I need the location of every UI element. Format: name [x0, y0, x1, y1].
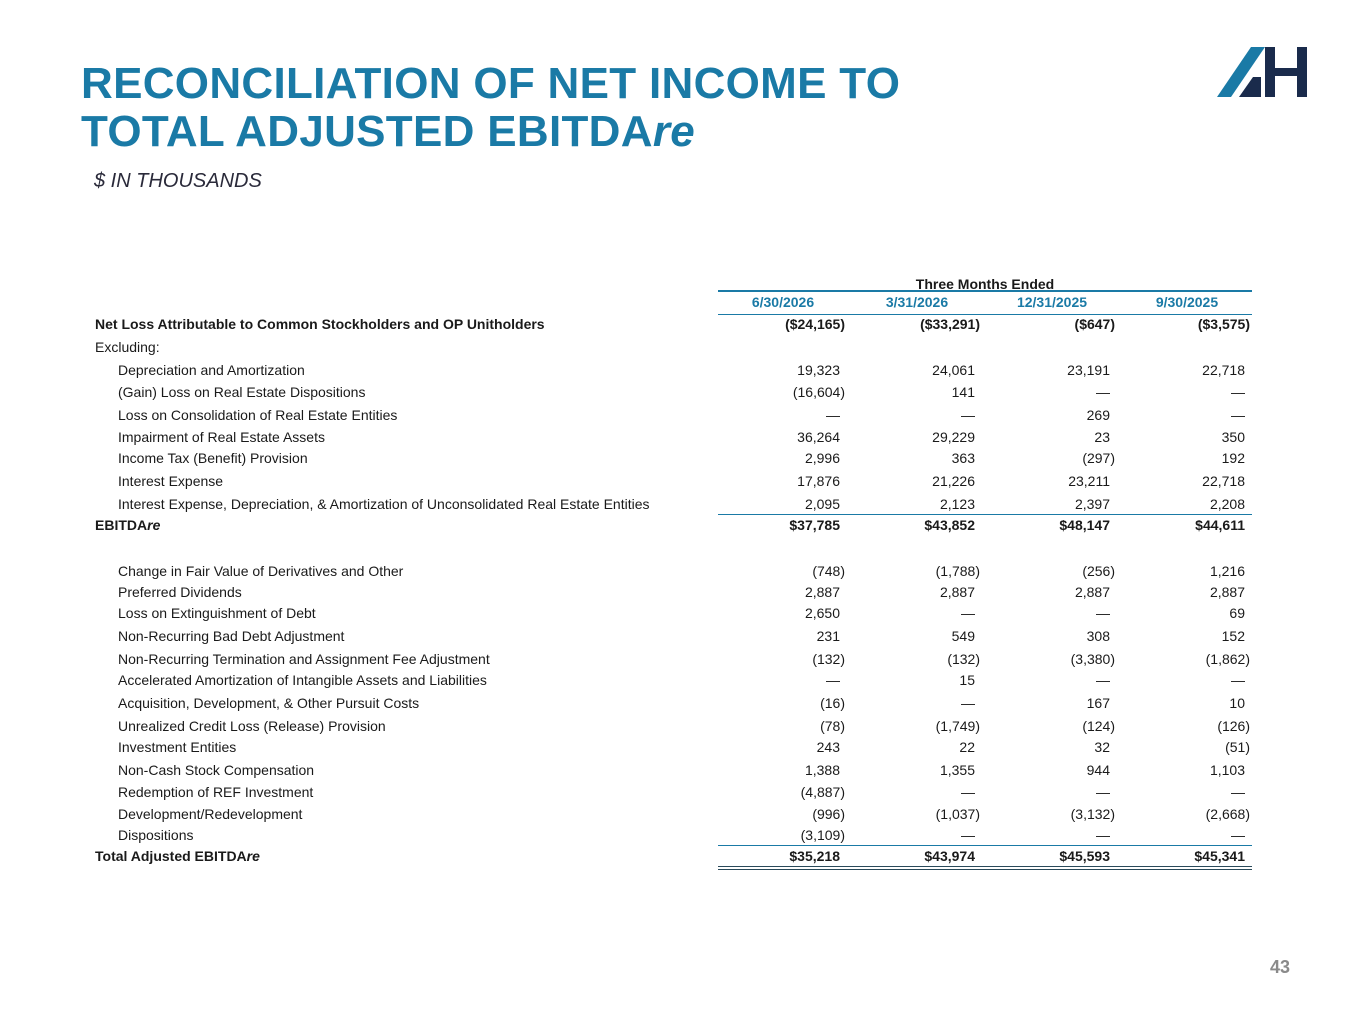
table-row: [0, 450, 1365, 470]
cell-value: 549: [951, 628, 975, 644]
table-row: [0, 762, 1365, 782]
cell-value: 363: [951, 450, 975, 466]
table-row: [0, 827, 1365, 847]
ah-logo-icon: [1217, 47, 1311, 97]
row-label: Preferred Dividends: [118, 584, 242, 600]
cell-value: —: [1231, 407, 1245, 423]
table-row: [0, 605, 1365, 625]
cell-value: —: [1231, 384, 1245, 400]
table-row: [0, 695, 1365, 715]
cell-value: 69: [1229, 605, 1245, 621]
table-row: [0, 718, 1365, 738]
cell-value: 19,323: [797, 362, 840, 378]
column-header: 12/31/2025: [1016, 294, 1088, 310]
cell-value: 231: [816, 628, 840, 644]
cell-value: —: [961, 784, 975, 800]
cell-value: —: [961, 605, 975, 621]
cell-value: 308: [1086, 628, 1110, 644]
cell-value: $43,852: [924, 517, 975, 533]
cell-value: 32: [1094, 739, 1110, 755]
cell-value: —: [1096, 784, 1110, 800]
cell-value: ($33,291): [920, 316, 980, 332]
cell-value: ($3,575): [1197, 316, 1250, 332]
row-label: Non-Recurring Bad Debt Adjustment: [118, 628, 345, 644]
row-label: Unrealized Credit Loss (Release) Provision: [118, 718, 386, 734]
table-row: [0, 429, 1365, 449]
cell-value: (124): [1082, 718, 1115, 734]
table-rule: [718, 845, 1252, 846]
cell-value: —: [961, 827, 975, 843]
cell-value: ($647): [1074, 316, 1115, 332]
cell-value: (16): [820, 695, 845, 711]
cell-value: $44,611: [1195, 517, 1245, 533]
column-header: 9/30/2025: [1155, 294, 1219, 310]
title-line-2-prefix: TOTAL ADJUSTED EBITDA: [81, 107, 653, 156]
cell-value: 1,388: [804, 762, 840, 778]
cell-value: 15: [959, 672, 975, 688]
cell-value: (3,132): [1070, 806, 1115, 822]
cell-value: 24,061: [932, 362, 975, 378]
row-label: [95, 517, 160, 533]
cell-value: 23,191: [1067, 362, 1110, 378]
cell-value: 2,887: [939, 584, 975, 600]
cell-value: $43,974: [924, 848, 975, 864]
cell-value: 1,355: [939, 762, 975, 778]
cell-value: 192: [1221, 450, 1245, 466]
table-row: [0, 651, 1365, 671]
cell-value: 21,226: [932, 473, 975, 489]
page-title: [81, 60, 900, 156]
cell-value: (256): [1082, 563, 1115, 579]
cell-value: (1,037): [935, 806, 980, 822]
cell-value: 2,397: [1074, 496, 1110, 512]
row-label: Loss on Consolidation of Real Estate Entities: [118, 407, 398, 423]
table-row: [0, 784, 1365, 804]
cell-value: 2,887: [1074, 584, 1110, 600]
table-row: [0, 806, 1365, 826]
cell-value: 2,095: [804, 496, 840, 512]
table-row: [0, 848, 1365, 868]
row-label: Investment Entities: [118, 739, 237, 755]
cell-value: —: [961, 407, 975, 423]
table-row: [0, 739, 1365, 759]
units-subtitle: $ IN THOUSANDS: [94, 170, 262, 192]
row-label: Acquisition, Development, & Other Pursuit Costs: [118, 695, 420, 711]
cell-value: ($24,165): [785, 316, 845, 332]
row-label-prefix: EBITDA: [95, 517, 148, 533]
column-header: 3/31/2026: [885, 294, 949, 310]
column-header: 6/30/2026: [751, 294, 815, 310]
cell-value: 1,216: [1209, 563, 1245, 579]
cell-value: 22: [959, 739, 975, 755]
cell-value: 23: [1094, 429, 1110, 445]
cell-value: 2,123: [939, 496, 975, 512]
row-label: Net Loss Attributable to Common Stockholders and OP Unitholders: [95, 316, 545, 332]
row-label: Non-Recurring Termination and Assignment Fee Adjustment: [118, 651, 490, 667]
cell-value: 944: [1086, 762, 1110, 778]
cell-value: 17,876: [797, 473, 840, 489]
row-label: Change in Fair Value of Derivatives and Other: [118, 563, 404, 579]
cell-value: (996): [812, 806, 845, 822]
cell-value: $48,147: [1059, 517, 1110, 533]
row-label-suffix: re: [147, 517, 161, 533]
cell-value: (1,749): [935, 718, 980, 734]
cell-value: —: [1231, 672, 1245, 688]
row-label: Impairment of Real Estate Assets: [118, 429, 325, 445]
cell-value: 22,718: [1202, 362, 1245, 378]
table-row: [0, 407, 1365, 427]
cell-value: (748): [812, 563, 845, 579]
cell-value: (4,887): [800, 784, 845, 800]
cell-value: $45,593: [1059, 848, 1110, 864]
row-label: [95, 848, 260, 864]
cell-value: —: [1096, 672, 1110, 688]
column-header-row: [718, 290, 1252, 315]
cell-value: (2,668): [1205, 806, 1250, 822]
row-label: Loss on Extinguishment of Debt: [118, 605, 316, 621]
period-header: Three Months Ended: [915, 276, 1055, 292]
cell-value: 1,103: [1209, 762, 1245, 778]
table-row: [0, 339, 1365, 359]
row-label: (Gain) Loss on Real Estate Dispositions: [118, 384, 366, 400]
table-rule: [718, 869, 1252, 870]
cell-value: (3,109): [800, 827, 845, 843]
cell-value: (126): [1217, 718, 1250, 734]
cell-value: (16,604): [792, 384, 845, 400]
cell-value: (51): [1225, 739, 1250, 755]
cell-value: (3,380): [1070, 651, 1115, 667]
cell-value: —: [1231, 784, 1245, 800]
table-rule: [718, 514, 1252, 515]
table-row: [0, 563, 1365, 583]
cell-value: (132): [947, 651, 980, 667]
row-label: Excluding:: [95, 339, 160, 355]
cell-value: 36,264: [797, 429, 840, 445]
cell-value: —: [961, 695, 975, 711]
row-label: Interest Expense: [118, 473, 224, 489]
cell-value: (297): [1082, 450, 1115, 466]
table-row: [0, 517, 1365, 537]
cell-value: (1,788): [935, 563, 980, 579]
cell-value: (1,862): [1205, 651, 1250, 667]
cell-value: (132): [812, 651, 845, 667]
cell-value: 269: [1086, 407, 1110, 423]
row-label: Non-Cash Stock Compensation: [118, 762, 315, 778]
table-row: [0, 384, 1365, 404]
cell-value: 2,887: [804, 584, 840, 600]
row-label-suffix: re: [246, 848, 260, 864]
row-label: Dispositions: [118, 827, 194, 843]
title-line-2-suffix: re: [652, 107, 696, 156]
cell-value: 29,229: [932, 429, 975, 445]
table-row: [0, 584, 1365, 604]
row-label: Development/Redevelopment: [118, 806, 303, 822]
table-row: [0, 496, 1365, 516]
cell-value: —: [1096, 384, 1110, 400]
cell-value: 167: [1086, 695, 1110, 711]
table-row: [0, 473, 1365, 493]
cell-value: 152: [1221, 628, 1245, 644]
cell-value: 2,887: [1209, 584, 1245, 600]
cell-value: —: [826, 672, 840, 688]
cell-value: —: [1231, 827, 1245, 843]
title-line-2: [81, 108, 900, 156]
cell-value: 350: [1221, 429, 1245, 445]
cell-value: —: [1096, 827, 1110, 843]
cell-value: 2,996: [804, 450, 840, 466]
cell-value: 243: [816, 739, 840, 755]
cell-value: $45,341: [1194, 848, 1245, 864]
page-number: 43: [1270, 957, 1291, 977]
table-row: [0, 362, 1365, 382]
table-row: [0, 672, 1365, 692]
table-row: [0, 316, 1365, 336]
cell-value: 10: [1229, 695, 1245, 711]
cell-value: —: [1096, 605, 1110, 621]
row-label: Income Tax (Benefit) Provision: [118, 450, 308, 466]
cell-value: $35,218: [789, 848, 840, 864]
cell-value: 22,718: [1202, 473, 1245, 489]
row-label: Interest Expense, Depreciation, & Amortization of Unconsolidated Real Estate Entities: [118, 496, 650, 512]
table-row: [0, 628, 1365, 648]
title-line-1: RECONCILIATION OF NET INCOME TO: [81, 59, 901, 108]
row-label: Accelerated Amortization of Intangible Assets and Liabilities: [118, 672, 487, 688]
cell-value: —: [826, 407, 840, 423]
cell-value: (78): [820, 718, 845, 734]
row-label: Redemption of REF Investment: [118, 784, 314, 800]
cell-value: 2,650: [804, 605, 840, 621]
cell-value: $37,785: [789, 517, 840, 533]
cell-value: 23,211: [1068, 473, 1110, 489]
row-label: Depreciation and Amortization: [118, 362, 305, 378]
table-rule: [718, 866, 1252, 867]
cell-value: 2,208: [1209, 496, 1245, 512]
cell-value: 141: [951, 384, 975, 400]
row-label-prefix: Total Adjusted EBITDA: [95, 848, 247, 864]
